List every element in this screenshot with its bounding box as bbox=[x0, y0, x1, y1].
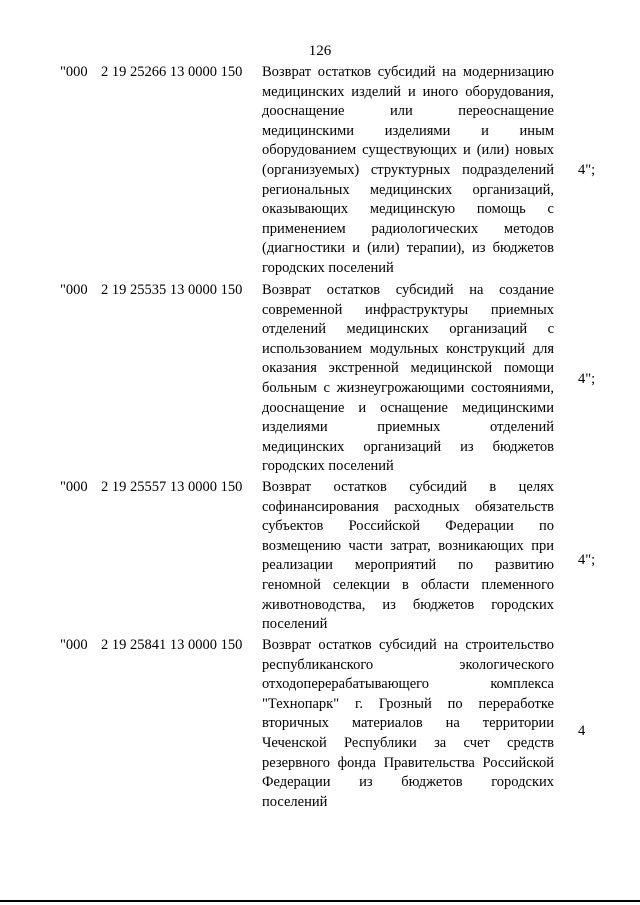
admin-code: "000 bbox=[60, 282, 88, 298]
description-line: Возврат остатков субсидий на строительство bbox=[262, 637, 554, 653]
description bbox=[262, 636, 554, 812]
description-line: отделений медицинских организаций с bbox=[262, 321, 554, 338]
description-line: (диагностики и (или) терапии), из бюджетов bbox=[262, 240, 554, 257]
description-line: медицинских изделий и иного оборудования, bbox=[262, 83, 554, 100]
description-line: дооснащение или переоснащение bbox=[262, 103, 554, 120]
description bbox=[262, 478, 554, 635]
description bbox=[262, 63, 554, 279]
description-line: современной инфраструктуры приемных bbox=[262, 301, 554, 318]
page-number: 126 bbox=[308, 43, 332, 59]
description-line: оборудованием существующих и (или) новых bbox=[262, 142, 554, 159]
description-line: дооснащение и оснащение медицинскими bbox=[262, 399, 554, 416]
description-line: поселений bbox=[262, 616, 328, 633]
kbk-code: 2 19 25841 13 0000 150 bbox=[101, 637, 243, 653]
description-line: применением радиологических методов bbox=[262, 220, 554, 237]
norm-value: 4"; bbox=[578, 371, 596, 387]
admin-code: "000 bbox=[60, 479, 88, 495]
description-line: городских поселений bbox=[262, 458, 394, 475]
description-line: городских поселений bbox=[262, 259, 394, 276]
admin-code: "000 bbox=[60, 637, 88, 653]
description-line: Возврат остатков субсидий на модернизацию bbox=[262, 64, 554, 80]
description-line: геномной селекции в области племенного bbox=[262, 576, 554, 593]
description-line: медицинских организаций из бюджетов bbox=[262, 438, 554, 455]
description-line: использованием модульных конструкций для bbox=[262, 340, 554, 357]
description-line: вторичных материалов на территории bbox=[262, 715, 554, 732]
description-line: Возврат остатков субсидий в целях bbox=[262, 479, 554, 495]
description-line: республиканского экологического bbox=[262, 656, 554, 673]
norm-value: 4"; bbox=[578, 162, 596, 178]
description-line: изделиями приемных отделений bbox=[262, 419, 554, 436]
description-line: оказания экстренной медицинской помощи bbox=[262, 360, 554, 377]
description bbox=[262, 281, 554, 477]
description-line: отходоперерабатывающего комплекса bbox=[262, 676, 554, 693]
description-line: больным с жизнеугрожающими состояниями, bbox=[262, 379, 554, 396]
description-line: региональных медицинских организаций, bbox=[262, 181, 554, 198]
norm-value: 4"; bbox=[578, 552, 596, 568]
description-line: оказывающих медицинскую помощь с bbox=[262, 201, 554, 218]
description-line: резервного фонда Правительства Российской bbox=[262, 754, 554, 771]
description-line: медицинскими изделиями и иным bbox=[262, 122, 554, 139]
kbk-code: 2 19 25535 13 0000 150 bbox=[101, 282, 243, 298]
description-line: Чеченской Республики за счет средств bbox=[262, 734, 554, 751]
bottom-divider bbox=[0, 900, 640, 902]
description-line: (организуемых) структурных подразделений bbox=[262, 161, 554, 178]
description-line: Возврат остатков субсидий на создание bbox=[262, 282, 554, 298]
description-line: животноводства, из бюджетов городских bbox=[262, 596, 554, 613]
description-line: Федерации из бюджетов городских bbox=[262, 774, 554, 791]
description-line: "Технопарк" г. Грозный по переработке bbox=[262, 695, 554, 712]
description-line: реализации мероприятий по развитию bbox=[262, 557, 554, 574]
description-line: поселений bbox=[262, 793, 328, 810]
kbk-code: 2 19 25266 13 0000 150 bbox=[101, 64, 243, 80]
description-line: субъектов Российской Федерации по bbox=[262, 518, 554, 535]
admin-code: "000 bbox=[60, 64, 88, 80]
norm-value: 4 bbox=[578, 723, 586, 739]
description-line: возмещению части затрат, возникающих при bbox=[262, 537, 554, 554]
kbk-code: 2 19 25557 13 0000 150 bbox=[101, 479, 243, 495]
description-line: софинансирования расходных обязательств bbox=[262, 498, 554, 515]
